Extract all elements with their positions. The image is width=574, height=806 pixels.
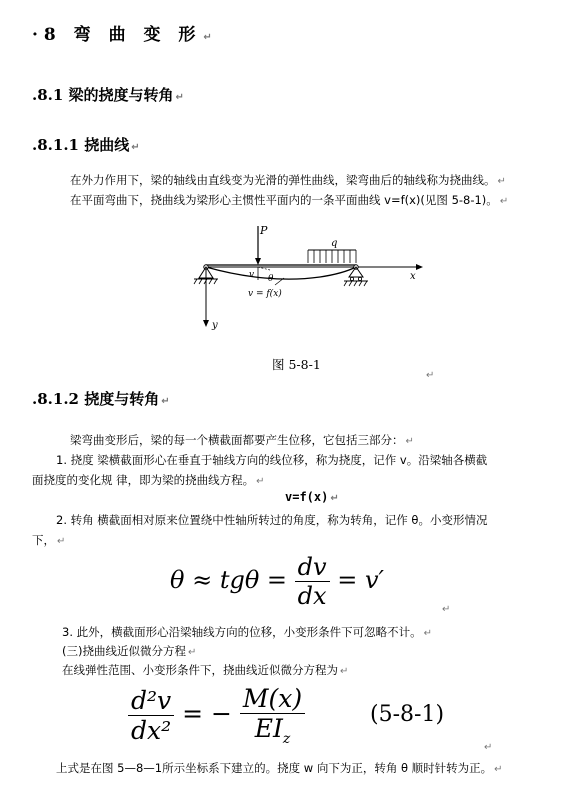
equation-deflection-differential: $\frac{\text{d²v}}{\text{dx²}}$ = − $\frac{M(x)}{EI_z}$: [128, 684, 305, 747]
paragraph-mark: ↵: [499, 196, 509, 207]
paragraph-mark: ↵: [442, 604, 451, 615]
paragraph-mark: ↵: [330, 493, 339, 504]
paragraph-mark: ↵: [256, 476, 265, 487]
paragraph-intro-2: 在平面弯曲下，挠曲线为梁形心主惯性平面内的一条平面曲线 v=f(x)(见图 5-8-1)。 ↵: [70, 193, 509, 207]
label-curve-equation: v = f(x): [248, 289, 282, 299]
paragraph-intro-1: 在外力作用下，梁的轴线由直线变为光滑的弹性曲线，梁弯曲后的轴线称为挠曲线。 ↵: [70, 173, 506, 187]
paragraph-mark: ↵: [187, 647, 197, 658]
paragraph-mark: ↵: [484, 742, 493, 753]
label-q: q: [331, 238, 338, 249]
paragraph-item2-line1: 2. 转角 横截面相对原来位置绕中性轴所转过的角度，称为转角，记作 θ。小变形情况: [56, 513, 488, 527]
paragraph-approx-title: (三)挠曲线近似微分方程 ↵: [62, 644, 197, 658]
equation-fraction-d2v-dx2: $\frac{\text{d²v}}{\text{dx²}}$: [128, 686, 174, 745]
equation-tag: (5-8-1): [370, 702, 445, 727]
paragraph-mark: ↵: [497, 176, 506, 187]
paragraph-item2-line2: 下， ↵: [32, 533, 66, 547]
paragraph-mark: ↵: [131, 142, 140, 153]
beam-deflection-figure: [190, 222, 430, 334]
section-heading: .8.1 梁的挠度与转角 ↵: [32, 86, 184, 104]
subsection-heading-1: .8.1.1 挠曲线 ↵: [32, 136, 140, 154]
paragraph-mark: ↵: [57, 536, 66, 547]
y-axis-arrow: [203, 320, 209, 327]
paragraph-approx-text: 在线弹性范围、小变形条件下，挠曲线近似微分方程为 ↵: [62, 663, 349, 677]
figure-caption: 图 5-8-1: [272, 357, 321, 372]
label-P: P: [260, 224, 268, 237]
paragraph-mark: ↵: [405, 436, 414, 447]
label-x: x: [410, 271, 416, 282]
paragraph-final: 上式是在图 5—8—1所示坐标系下建立的。挠度 w 向下为正，转角 θ 顺时针转为正。 ↵: [56, 761, 503, 775]
equation-rotation-angle: θ ≈ tgθ = $\frac{dv}{dx}$ = v′: [170, 553, 384, 610]
paragraph-item3: 3. 此外，横截面形心沿梁轴线方向的位移，小变形条件下可忽略不计。 ↵: [62, 625, 433, 639]
label-y: y: [212, 320, 218, 331]
label-v: v: [249, 270, 255, 280]
formula-v-equals-fx: v=f(x) ↵: [285, 490, 339, 504]
paragraph-mark: ↵: [423, 628, 433, 639]
chapter-heading: ·8 弯 曲 变 形 ↵: [32, 25, 218, 45]
x-axis-arrow: [416, 264, 423, 270]
paragraph-mark: ↵: [175, 92, 184, 103]
paragraph-mark: ↵: [426, 370, 435, 381]
equation-fraction-moment: $\frac{M(x)}{EI_z}$: [240, 684, 305, 747]
paragraph-mark: ↵: [340, 666, 349, 677]
label-theta: θ: [268, 274, 274, 284]
paragraph-item1-line1: 1. 挠度 梁横截面形心在垂直于轴线方向的线位移，称为挠度，记作 v。沿梁轴各横截: [56, 453, 488, 467]
paragraph-bending: 梁弯曲变形后，梁的每一个横截面都要产生位移，它包括三部分： ↵: [70, 433, 414, 447]
equation-fraction-dv-dx: $\frac{dv}{dx}$: [295, 553, 330, 610]
subsection-heading-2: .8.1.2 挠度与转角 ↵: [32, 390, 170, 408]
paragraph-mark: ↵: [161, 396, 170, 407]
paragraph-mark: ↵: [494, 764, 503, 775]
paragraph-item1-line2: 面挠度的变化规 律，即为梁的挠曲线方程。 ↵: [32, 473, 265, 487]
deflection-curve: [206, 267, 356, 279]
paragraph-mark: ↵: [203, 32, 218, 43]
